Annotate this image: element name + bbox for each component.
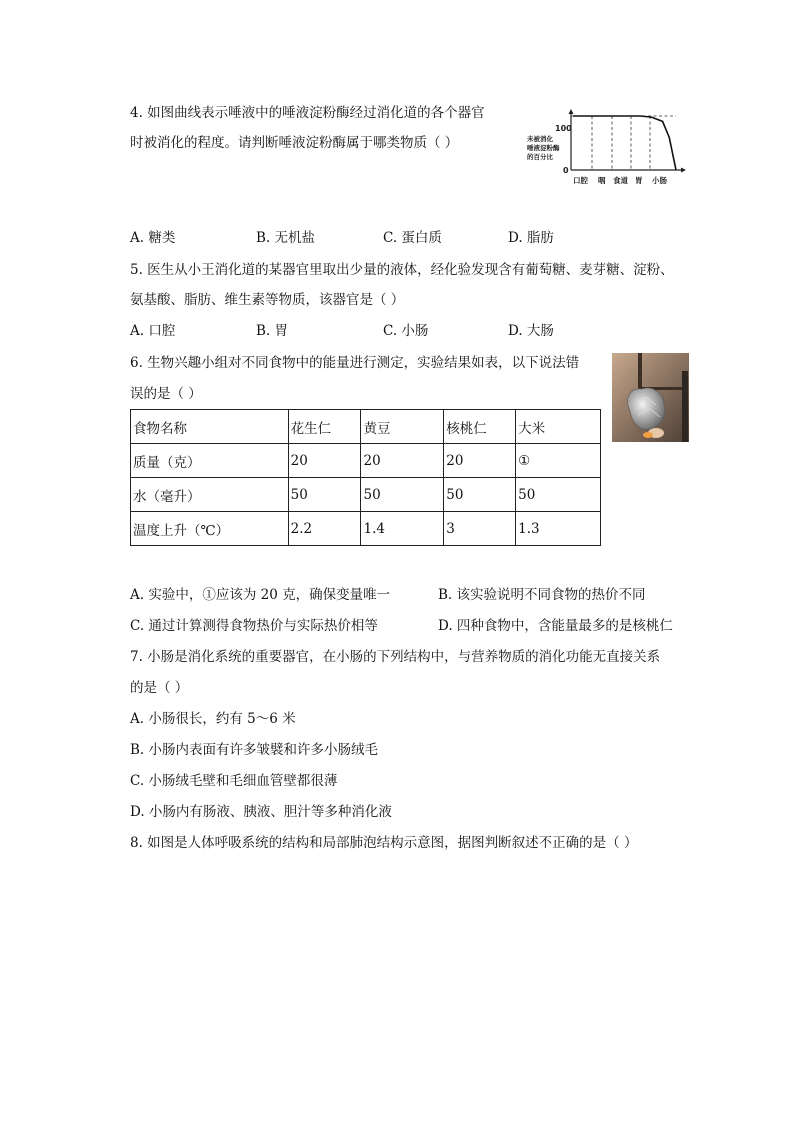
q5-option-c: C. 小肠	[383, 323, 429, 339]
table-cell: 质量（克）	[131, 444, 289, 478]
q8-stem-line1: 8. 如图是人体呼吸系统的结构和局部肺泡结构示意图，据图判断叙述不正确的是（ ）	[130, 835, 638, 851]
table-header-cell: 食物名称	[131, 410, 289, 444]
q7-option-d: D. 小肠内有肠液、胰液、胆汁等多种消化液	[130, 804, 392, 820]
q5-option-b: B. 胃	[256, 323, 289, 339]
q6-stem-line2: 误的是（ ）	[130, 386, 202, 402]
q5-option-a: A. 口腔	[130, 323, 176, 339]
q4-option-d: D. 脂肪	[508, 230, 554, 246]
q7-option-b: B. 小肠内表面有许多皱襞和许多小肠绒毛	[130, 742, 379, 758]
q6-option-a: A. 实验中，①应该为 20 克，确保变量唯一	[130, 587, 391, 603]
table-row	[131, 478, 601, 512]
table-cell: ①	[516, 444, 601, 478]
q4-option-a: A. 糖类	[130, 230, 176, 246]
q6-option-c: C. 通过计算测得食物热价与实际热价相等	[130, 618, 378, 634]
table-cell: 20	[288, 444, 361, 478]
chart-ytick-100: 100	[555, 124, 572, 133]
chart-xlabel-pharynx: 咽	[598, 176, 606, 185]
q4-stem-line1: 4. 如图曲线表示唾液中的唾液淀粉酶经过消化道的各个器官	[130, 105, 485, 121]
table-cell: 50	[361, 478, 444, 512]
q6-option-d: D. 四种食物中，含能量最多的是核桃仁	[438, 618, 673, 634]
table-cell: 3	[444, 512, 516, 546]
table-header-row	[131, 410, 601, 444]
q7-stem-line1: 7. 小肠是消化系统的重要器官，在小肠的下列结构中，与营养物质的消化功能无直接关系	[130, 649, 661, 665]
table-row	[131, 444, 601, 478]
chart-ylabel-line3: 的百分比	[527, 153, 553, 161]
table-cell: 20	[444, 444, 516, 478]
table-cell: 1.4	[361, 512, 444, 546]
q6-stem-line1: 6. 生物兴趣小组对不同食物中的能量进行测定，实验结果如表，以下说法错	[130, 355, 580, 371]
q4-digestion-chart	[526, 108, 688, 190]
q7-option-a: A. 小肠很长，约有 5～6 米	[130, 711, 296, 727]
chart-xlabel-esophagus: 食道	[613, 176, 628, 185]
q7-option-c: C. 小肠绒毛壁和毛细血管壁都很薄	[130, 773, 338, 789]
table-cell: 50	[516, 478, 601, 512]
q5-stem-line1: 5. 医生从小王消化道的某器官里取出少量的液体，经化验发现含有葡萄糖、麦芽糖、淀粉、	[130, 262, 674, 278]
chart-gridlines	[571, 116, 676, 170]
burning-food-experiment-photo	[612, 353, 689, 442]
table-header-cell: 大米	[516, 410, 601, 444]
chart-xlabel-stomach: 胃	[635, 176, 643, 185]
table-cell: 温度上升（℃）	[131, 512, 289, 546]
table-cell: 20	[361, 444, 444, 478]
chart-xlabel-oral: 口腔	[573, 176, 588, 185]
table-cell: 50	[288, 478, 361, 512]
table-cell: 1.3	[516, 512, 601, 546]
chart-ytick-0: 0	[563, 166, 569, 175]
chart-xlabel-small-intestine: 小肠	[652, 176, 667, 185]
food-energy-table	[130, 409, 601, 546]
table-row	[131, 512, 601, 546]
table-cell: 50	[444, 478, 516, 512]
chart-ylabel-line2: 唾液淀粉酶	[527, 144, 560, 152]
table-header-cell: 核桃仁	[444, 410, 516, 444]
q7-stem-line2: 的是（ ）	[130, 680, 189, 696]
chart-curve	[573, 116, 676, 170]
q5-stem-line2: 氨基酸、脂肪、维生素等物质，该器官是（ ）	[130, 292, 405, 308]
q5-option-d: D. 大肠	[508, 323, 554, 339]
q6-option-b: B. 该实验说明不同食物的热价不同	[438, 587, 646, 603]
q4-stem-line2: 时被消化的程度。请判断唾液淀粉酶属于哪类物质（ ）	[130, 135, 459, 151]
table-header-cell: 黄豆	[361, 410, 444, 444]
table-cell: 水（毫升）	[131, 478, 289, 512]
q4-option-b: B. 无机盐	[256, 230, 316, 246]
q4-option-c: C. 蛋白质	[383, 230, 442, 246]
table-cell: 2.2	[288, 512, 361, 546]
chart-ylabel-line1: 未被消化	[527, 135, 553, 143]
table-header-cell: 花生仁	[288, 410, 361, 444]
